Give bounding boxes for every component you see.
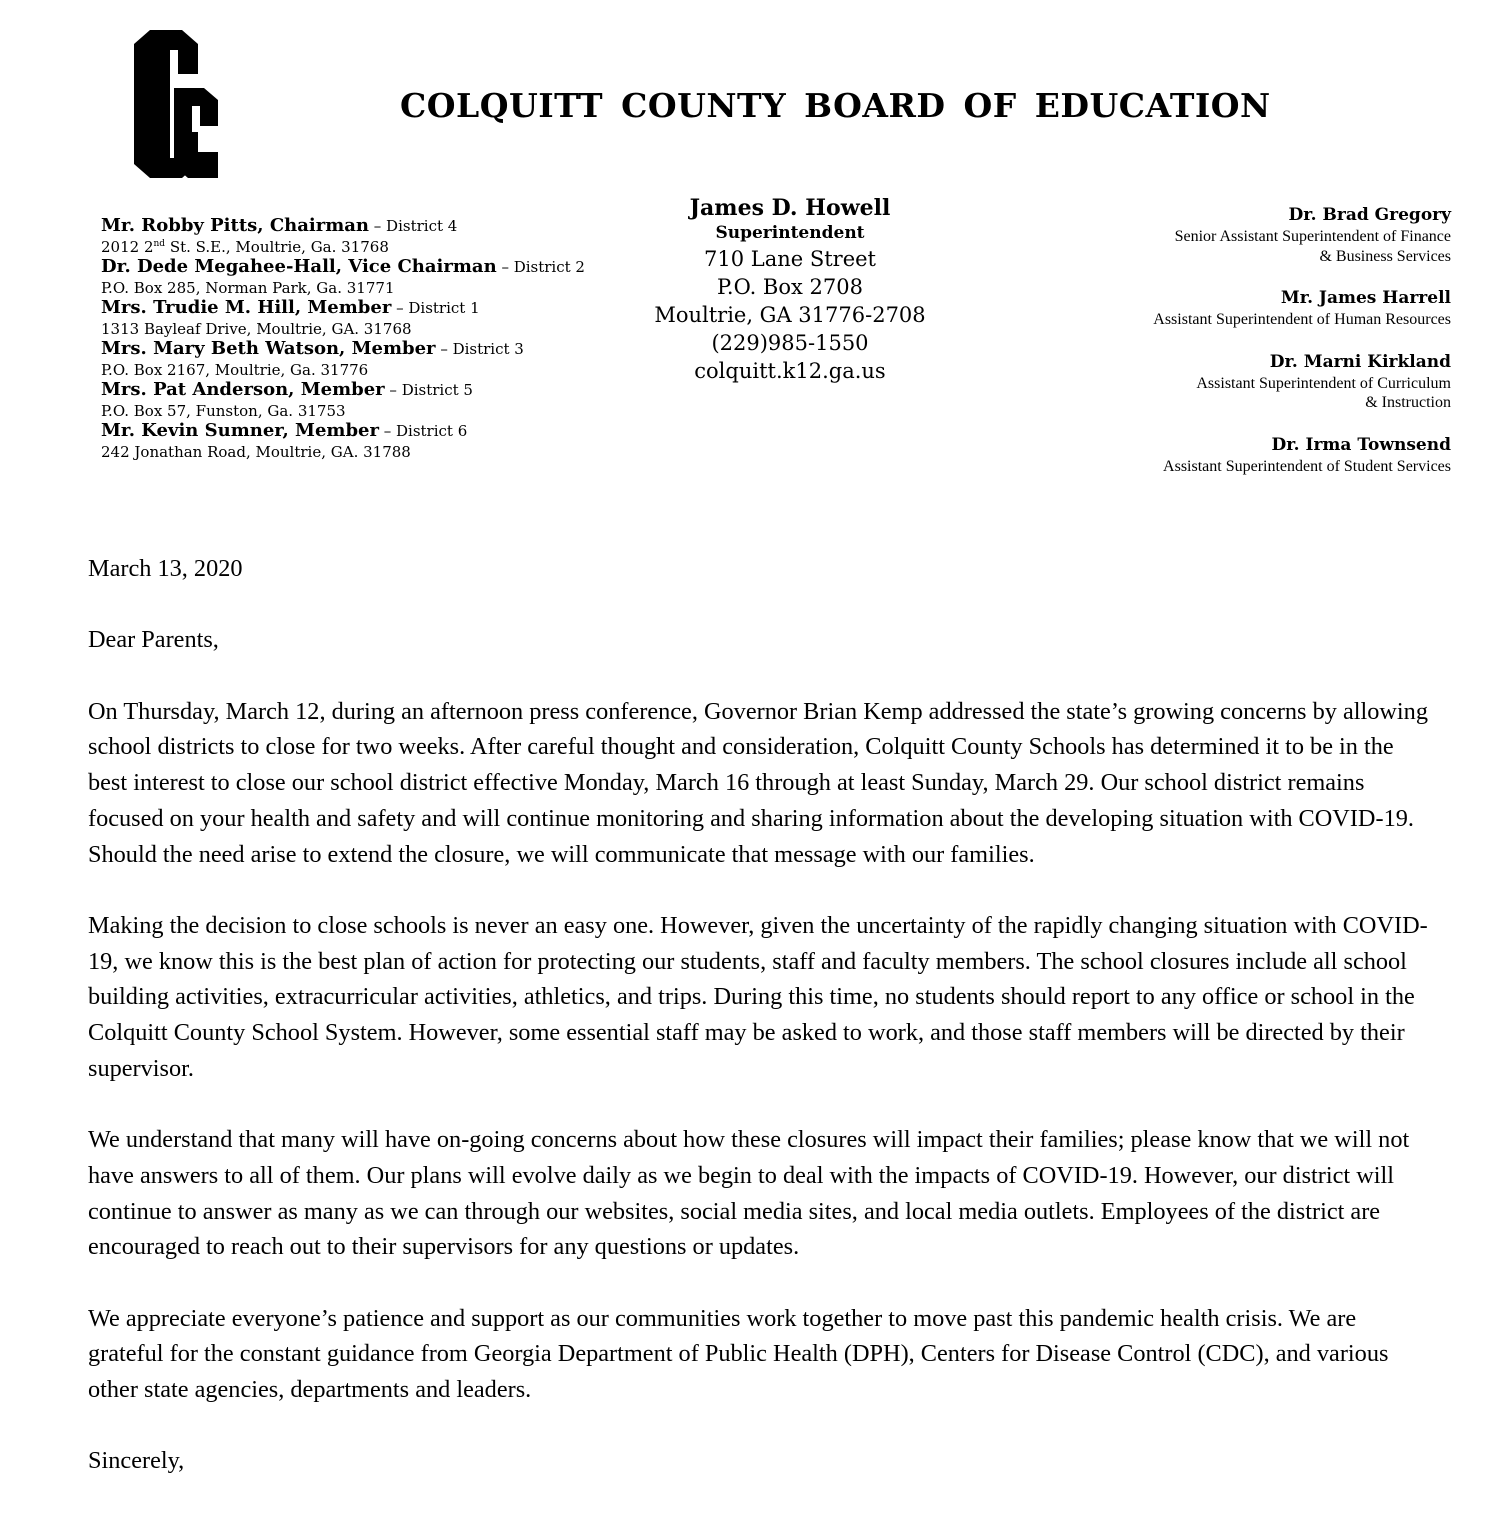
staff-name: Dr. Brad Gregory: [1288, 205, 1451, 225]
letter-paragraph: Making the decision to close schools is never an easy one. However, given the uncertainty of the rapidly changing situation with COVID-19, we know this is the best plan of action for protecting our students, staff and faculty members. The school closures include all school building activities, extracurricular activities, athletics, and trips. During this time, no students should report to any office or school in the Colquitt County School System. However, some essential staff may be asked to work, and those staff members will be directed by their supervisor.: [88, 911, 1428, 1082]
address-part: 2012 2: [101, 237, 154, 256]
member-district: – District 4: [369, 217, 458, 235]
board-member: [101, 216, 585, 237]
member-district: – District 2: [496, 258, 585, 276]
staff-member: [1153, 351, 1451, 413]
staff-title: Assistant Superintendent of Human Resources: [1153, 311, 1451, 328]
address-part: St. S.E., Moultrie, Ga. 31768: [165, 237, 389, 256]
board-member: [101, 380, 585, 401]
letter-date: March 13, 2020: [88, 555, 243, 582]
superintendent-name: James D. Howell: [689, 195, 891, 221]
staff-name: Dr. Irma Townsend: [1271, 434, 1451, 455]
member-name: Mr. Kevin Sumner, Member: [101, 420, 379, 441]
member-district: – District 6: [378, 422, 468, 440]
staff-name: Mr. James Harrell: [1280, 288, 1451, 308]
office-phone: (229)985-1550: [711, 331, 869, 355]
board-member: [101, 257, 585, 278]
letter-paragraph: On Thursday, March 12, during an afternoon press conference, Governor Brian Kemp addressed the state’s growing concerns by allowing school districts to close for two weeks. After careful thought and consideration, Colquitt County Schools has determined it to be in the best interest to close our school district effective Monday, March 16 through at least Sunday, March 29. Our school district remains focused on your health and safety and will continue monitoring and sharing information about the developing situation with COVID-19. Should the need arise to extend the closure, we will communicate that message with our families.: [88, 697, 1428, 868]
staff-member: [1153, 204, 1451, 266]
staff-title: & Business Services: [1319, 247, 1451, 265]
member-district: – District 5: [384, 381, 473, 399]
member-address: P.O. Box 57, Funston, Ga. 31753: [101, 401, 346, 420]
superintendent-title: Superintendent: [715, 223, 865, 243]
member-name: Mrs. Pat Anderson, Member: [101, 379, 385, 400]
staff-title: & Instruction: [1365, 394, 1451, 411]
organization-title: COLQUITT COUNTY BOARD OF EDUCATION: [400, 86, 1271, 125]
member-name: Mr. Robby Pitts, Chairman: [101, 215, 370, 236]
member-name: Dr. Dede Megahee-Hall, Vice Chairman: [101, 256, 497, 277]
member-name: Mrs. Trudie M. Hill, Member: [101, 297, 392, 318]
member-address: 1313 Bayleaf Drive, Moultrie, GA. 31768: [101, 319, 412, 338]
board-member: [101, 298, 585, 319]
staff-title: Senior Assistant Superintendent of Finance: [1174, 228, 1451, 245]
letter-paragraph: We appreciate everyone’s patience and support as our communities work together to move past this pandemic health crisis. We are grateful for the constant guidance from Georgia Department of Public Health (DPH), Centers for Disease Control (CDC), and various other state agencies, departments and leaders.: [88, 1304, 1389, 1404]
office-city: Moultrie, GA 31776-2708: [654, 303, 926, 327]
member-address: [101, 237, 585, 258]
member-district: – District 1: [391, 299, 480, 317]
staff-member: [1153, 434, 1451, 477]
staff-title: Assistant Superintendent of Curriculum: [1196, 374, 1451, 392]
member-address: 242 Jonathan Road, Moultrie, GA. 31788: [101, 442, 411, 461]
superintendent-block: [640, 193, 940, 385]
board-member: [101, 339, 585, 360]
office-website: colquitt.k12.ga.us: [694, 359, 886, 383]
letter-closing: Sincerely,: [88, 1447, 185, 1475]
board-members-list: [101, 216, 585, 462]
staff-member: [1153, 287, 1451, 330]
staff-list: [1153, 204, 1451, 497]
letter-body: [88, 551, 1428, 1515]
ordinal-suffix: nd: [153, 238, 166, 249]
letter-paragraph: We understand that many will have on-going concerns about how these closures will impact their families; please know that we will not have answers to all of them. Our plans will evolve daily as we begin to deal with the impacts of COVID-19. However, our district will continue to answer as many as we can through our websites, social media sites, and local media outlets. Employees of the district are encouraged to reach out to their supervisors for any questions or updates.: [88, 1126, 1410, 1261]
staff-title: Assistant Superintendent of Student Services: [1163, 457, 1451, 475]
member-name: Mrs. Mary Beth Watson, Member: [101, 338, 436, 359]
letter-salutation: Dear Parents,: [88, 626, 219, 654]
board-member: [101, 421, 585, 442]
member-address: P.O. Box 285, Norman Park, Ga. 31771: [101, 278, 395, 297]
member-address: P.O. Box 2167, Moultrie, Ga. 31776: [101, 360, 369, 379]
office-street: 710 Lane Street: [703, 247, 876, 271]
member-district: – District 3: [435, 340, 524, 358]
cc-logo: [130, 28, 222, 180]
staff-name: Dr. Marni Kirkland: [1269, 351, 1451, 372]
office-po-box: P.O. Box 2708: [717, 275, 863, 299]
